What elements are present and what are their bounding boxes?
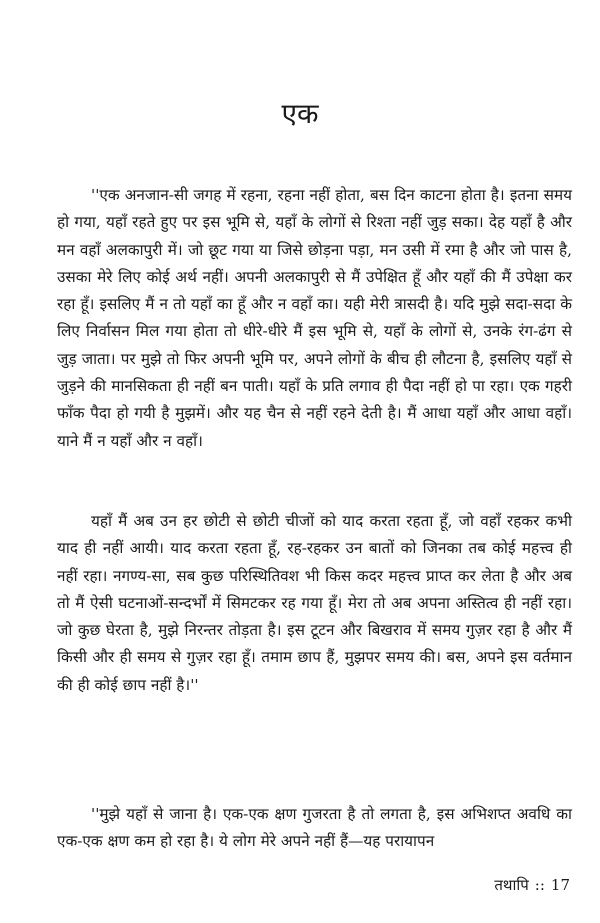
footer-separator: :: (534, 876, 545, 894)
running-book-title: तथापि (494, 876, 529, 894)
paragraph-1: ''एक अनजान-सी जगह में रहना, रहना नहीं होता, बस दिन काटना होता है। इतना समय हो गया, यहाँ रहते हुए पर इस भूमि से, यहाँ के लोगों से रिश्ता नहीं जुड़ सका। देह यहाँ है और मन वहाँ अलकापुरी में। जो छूट गया या जिसे छोड़ना पड़ा, मन उसी में रमा है और जो पास है, उसका मेरे लिए कोई अर्थ नहीं। अपनी अलकापुरी से मैं उपेक्षित हूँ और यहाँ की मैं उपेक्षा कर रहा हूँ। इसलिए मैं न तो यहाँ का हूँ और न वहाँ का। यही मेरी त्रासदी है। यदि मुझे सदा-सदा के लिए निर्वासन मिल गया होता तो धीरे-धीरे मैं इस भूमि से, यहाँ के लोगों से, उनके रंग-ढंग से जुड़ जाता। पर मुझे तो फिर अपनी भूमि पर, अपने लोगों के बीच ही लौटना है, इसलिए यहाँ से जुड़ने की मानसिकता ही नहीं बन पाती। यहाँ के प्रति लगाव ही पैदा नहीं हो पा रहा। एक गहरी फाँक पैदा हो गयी है मुझमें। और यह चैन से नहीं रहने देती है। मैं आधा यहाँ और आधा वहाँ। याने मैं न यहाँ और न वहाँ। (57, 186, 572, 450)
page-number: 17 (550, 876, 570, 894)
paragraph-3: ''मुझे यहाँ से जाना है। एक-एक क्षण गुजरता है तो लगता है, इस अभिशप्त अवधि का एक-एक क्षण कम हो रहा है। ये लोग मेरे अपने नहीं हैं—यह परायापन (57, 805, 572, 851)
chapter-title: एक (281, 97, 319, 130)
paragraph-2: यहाँ मैं अब उन हर छोटी से छोटी चीजों को याद करता रहता हूँ, जो वहाँ रहकर कभी याद ही नहीं आयी। याद करता रहता हूँ, रह-रहकर उन बातों को जिनका तब कोई महत्त्व ही नहीं रहा। नगण्य-सा, सब कुछ परिस्थितिवश भी किस कदर महत्त्व प्राप्त कर लेता है और अब तो मैं ऐसी घटनाओं-सन्दर्भों में सिमटकर रह गया हूँ। मेरा तो अब अपना अस्तित्व ही नहीं रहा। जो कुछ घेरता है, मुझे निरन्तर तोड़ता है। इस टूटन और बिखराव में समय गुज़र रहा है और मैं किसी और ही समय से गुज़र रहा हूँ। तमाम छाप हैं, मुझपर समय की। बस, अपने इस वर्तमान की ही कोई छाप नहीं है।'' (57, 512, 572, 694)
page-footer (494, 873, 570, 897)
